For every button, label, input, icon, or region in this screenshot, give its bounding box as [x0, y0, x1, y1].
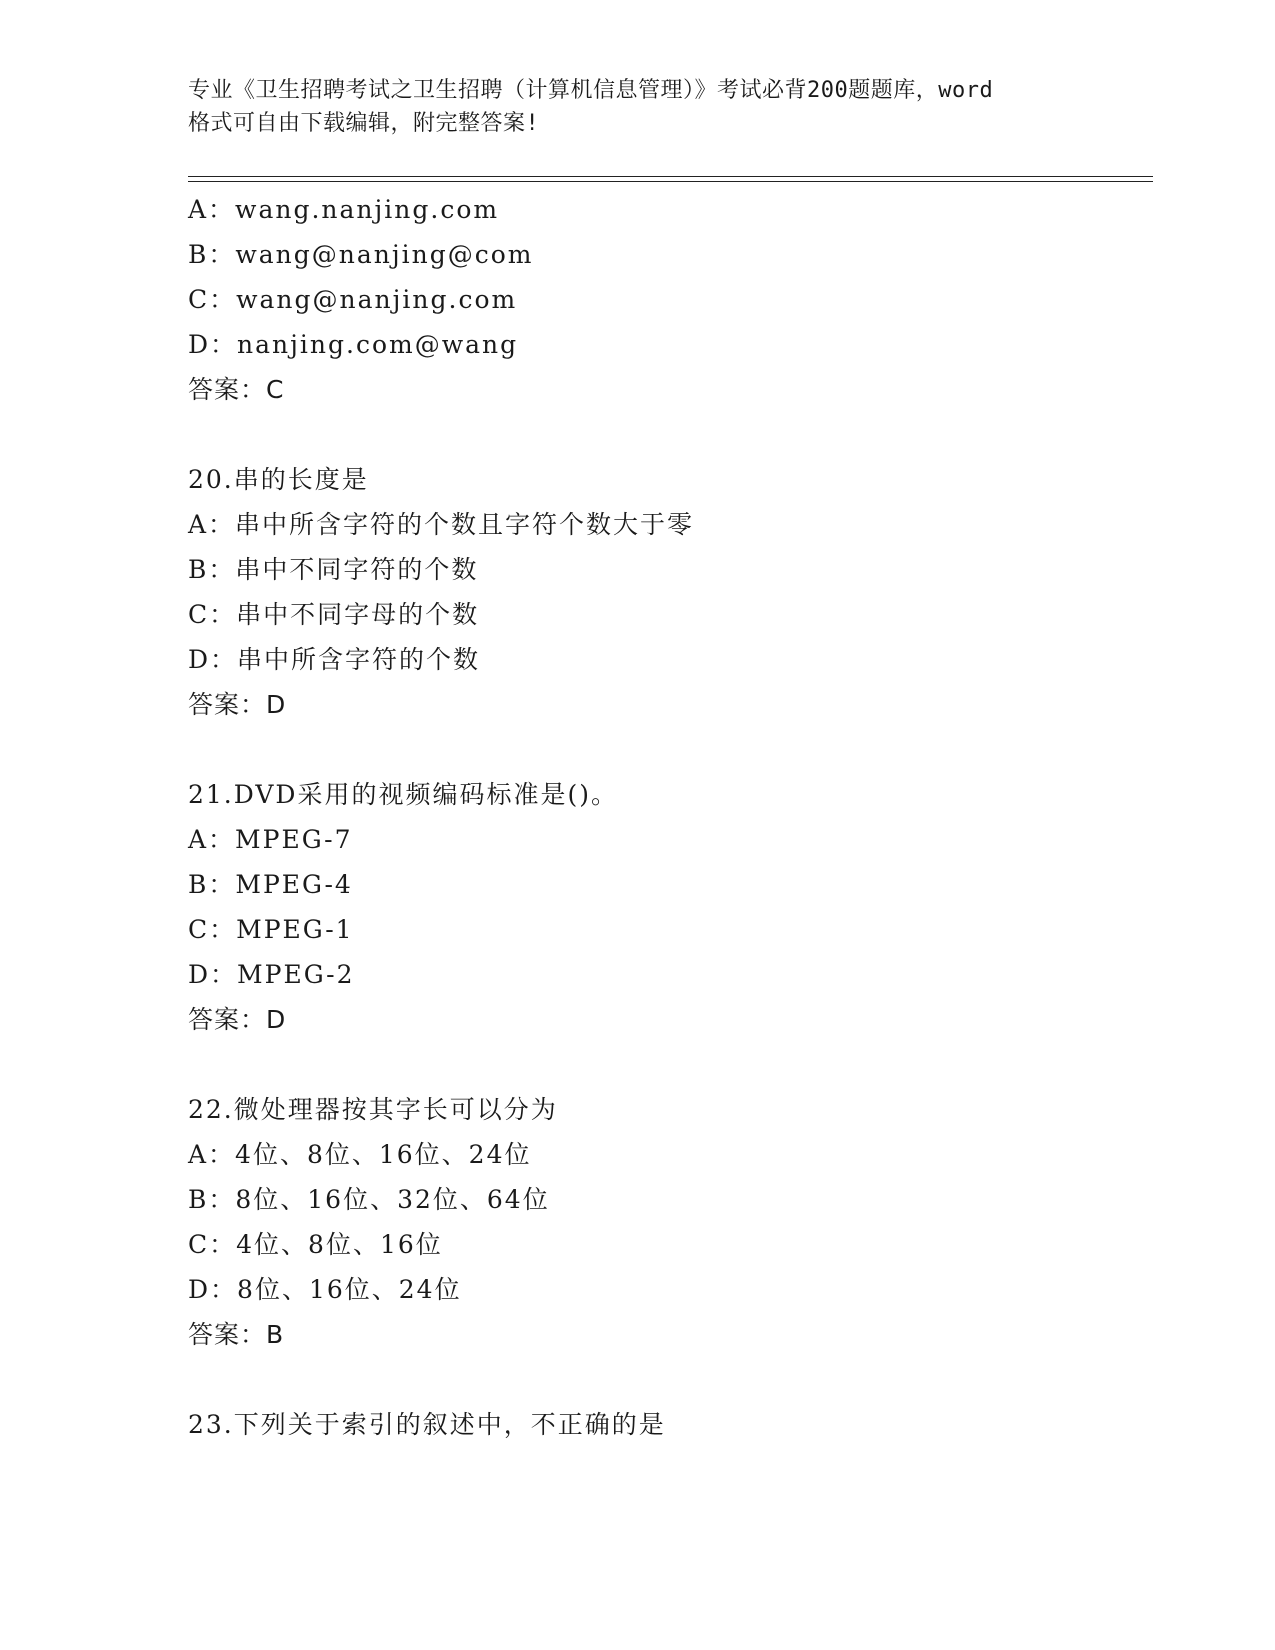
q20-option-b: B：串中不同字符的个数	[188, 555, 479, 584]
header-divider-top	[188, 176, 1153, 177]
q23-question: 23.下列关于索引的叙述中，不正确的是	[188, 1410, 666, 1439]
q21-answer: 答案：D	[188, 1005, 287, 1034]
q22-option-b: B：8位、16位、32位、64位	[188, 1185, 550, 1214]
header-line-2: 格式可自由下载编辑，附完整答案!	[188, 111, 540, 136]
q21-option-d: D：MPEG-2	[188, 960, 355, 989]
q19-answer: 答案：C	[188, 375, 285, 404]
q22-option-d: D：8位、16位、24位	[188, 1275, 462, 1304]
q22-option-a: A：4位、8位、16位、24位	[188, 1140, 532, 1169]
header-line-1: 专业《卫生招聘考试之卫生招聘（计算机信息管理）》考试必背200题题库，word	[188, 78, 994, 103]
q21-option-a: A：MPEG-7	[188, 825, 353, 854]
q21-option-b: B：MPEG-4	[188, 870, 353, 899]
q19-option-a: A：wang.nanjing.com	[188, 195, 500, 224]
document-header	[188, 74, 1088, 140]
q21-option-c: C：MPEG-1	[188, 915, 354, 944]
q22-answer: 答案：B	[188, 1320, 285, 1349]
q20-option-c: C：串中不同字母的个数	[188, 600, 480, 629]
header-divider-bottom	[188, 181, 1153, 182]
q20-option-d: D：串中所含字符的个数	[188, 645, 481, 674]
q22-option-c: C：4位、8位、16位	[188, 1230, 443, 1259]
q19-option-c: C：wang@nanjing.com	[188, 285, 518, 314]
q22-question: 22.微处理器按其字长可以分为	[188, 1095, 558, 1124]
q20-answer: 答案：D	[188, 690, 287, 719]
q20-question: 20.串的长度是	[188, 465, 369, 494]
q19-option-b: B：wang@nanjing@com	[188, 240, 534, 269]
q20-option-a: A：串中所含字符的个数且字符个数大于零	[188, 510, 695, 539]
q21-question: 21.DVD采用的视频编码标准是()。	[188, 780, 618, 809]
q19-option-d: D：nanjing.com@wang	[188, 330, 519, 359]
